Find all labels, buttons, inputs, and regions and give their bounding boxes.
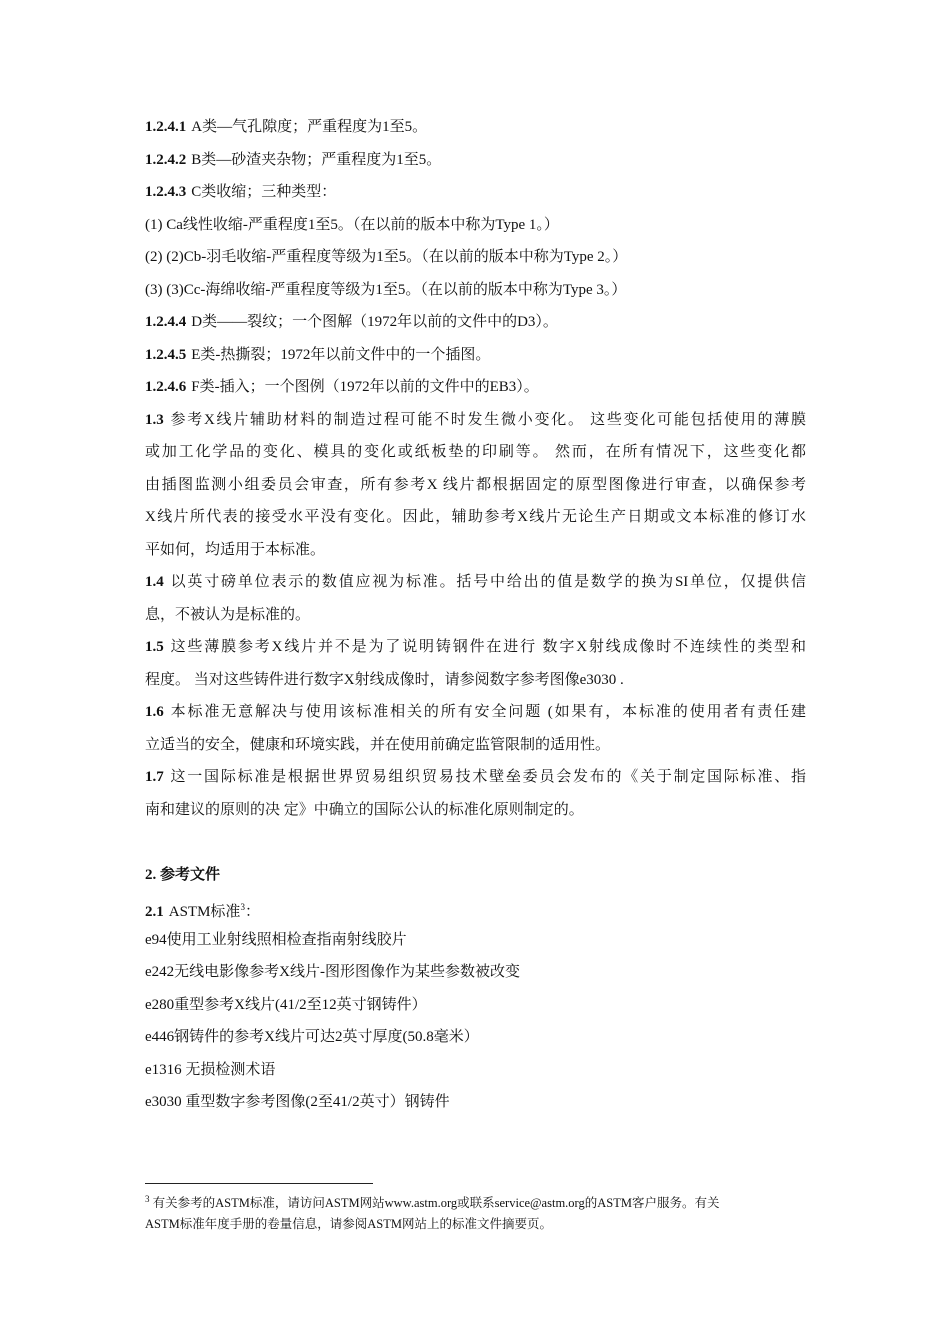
paragraph-line: [145, 209, 806, 242]
footnote-line-2: ASTM标准年度手册的卷量信息，请参阅ASTM网站上的标准文件摘要页。: [145, 1217, 552, 1232]
clause-number: 1.6: [145, 704, 164, 720]
paragraph-line: [145, 306, 806, 339]
paragraph-line: [145, 274, 806, 307]
reference-item: e3030 重型数字参考图像(2至41/2英寸）钢铸件: [145, 1094, 450, 1110]
paragraph-line: [145, 436, 806, 469]
clause-text: A类—气孔隙度；严重程度为1至5。: [191, 119, 428, 135]
reference-item: e242无线电影像参考X线片-图形图像作为某些参数被改变: [145, 964, 520, 980]
paragraph-line: [145, 631, 806, 664]
clause-text: 平如何，均适用于本标准。: [145, 541, 326, 558]
clause-text: X线片所代表的接受水平没有变化。因此，辅助参考X线片无论生产日期或文本标准的修订水: [145, 509, 806, 525]
clause-text: 这些薄膜参考X线片并不是为了说明铸钢件在进行 数字X射线成像时不连续性的类型和: [168, 639, 806, 655]
paragraph-line: [145, 794, 806, 827]
clause-text: (2) (2)Cb-羽毛收缩-严重程度等级为1至5。（在以前的版本中称为Type 2。）: [145, 249, 628, 265]
subsection-colon: ：: [244, 904, 260, 920]
footnote-reference: 3: [240, 902, 245, 912]
paragraph-line: [145, 339, 806, 372]
clause-text: 这一国际标准是根据世界贸易组织贸易技术壁垒委员会发布的《关于制定国际标准、指: [168, 769, 806, 785]
paragraph-line: [145, 404, 806, 437]
reference-item: e280重型参考X线片(41/2至12英寸钢铸件）: [145, 996, 427, 1013]
clause-number: 1.2.4.6: [145, 379, 187, 395]
paragraph-line: [145, 696, 806, 729]
clause-number: 1.2.4.2: [145, 151, 187, 168]
clause-text: 息，不被认为是标准的。: [145, 606, 311, 623]
paragraph-line: [145, 371, 806, 404]
document-body: [145, 111, 806, 1119]
footnote-line-1: $^3$ 有关参考的ASTM标准，请访问ASTM网站www.astm.org或联系service@astm.org的ASTM客户服务。有关: [145, 1194, 720, 1211]
clause-text: D类——裂纹；一个图解（1972年以前的文件中的D3）。: [191, 314, 558, 330]
clause-number: 1.3: [145, 411, 164, 428]
clause-text: (3) (3)Cc-海绵收缩-严重程度等级为1至5。（在以前的版本中称为Type 3。）: [145, 281, 627, 298]
paragraph-line: [145, 664, 806, 697]
clause-number: 1.4: [145, 574, 164, 590]
reference-item: e94使用工业射线照相检查指南射线胶片: [145, 931, 407, 948]
paragraph-line: [145, 144, 806, 177]
paragraph-line: [145, 761, 806, 794]
paragraph-line: [145, 176, 806, 209]
clause-number: 1.2.4.3: [145, 184, 187, 200]
subsection-heading: [145, 891, 806, 924]
clause-number: 1.2.4.1: [145, 119, 187, 135]
clause-number: 1.2.4.4: [145, 314, 187, 330]
clause-text: 参考X线片辅助材料的制造过程可能不时发生微小变化。 这些变化可能包括使用的薄膜: [168, 411, 806, 428]
clause-text: 立适当的安全，健康和环境实践，并在使用前确定监管限制的适用性。: [145, 736, 611, 753]
clause-text: B类—砂渣夹杂物；严重程度为1至5。: [191, 151, 442, 168]
clause-text: 本标准无意解决与使用该标准相关的所有安全问题 (如果有，本标准的使用者有责任建: [168, 704, 806, 720]
clause-text: (1) Ca线性收缩-严重程度1至5。（在以前的版本中称为Type 1。）: [145, 216, 559, 233]
reference-item: e446钢铸件的参考X线片可达2英寸厚度(50.8毫米）: [145, 1029, 479, 1045]
clause-number: 2.1: [145, 904, 164, 920]
clause-text: 程度。 当对这些铸件进行数字X射线成像时，请参阅数字参考图像e3030 .: [145, 671, 624, 688]
paragraph-line: [145, 534, 806, 567]
clause-text: F类-插入；一个图例（1972年以前的文件中的EB3）。: [191, 379, 539, 395]
clause-text: 南和建议的原则的决 定》中确立的国际公认的标准化原则制定的。: [145, 801, 584, 818]
paragraph-line: [145, 729, 806, 762]
footnote-divider: [145, 1183, 373, 1184]
clause-text: 由插图监测小组委员会审查，所有参考X 线片都根据固定的原型图像进行审查，以确保参考: [145, 476, 806, 493]
paragraph-line: [145, 566, 806, 599]
subsection-text: ASTM标准: [168, 904, 241, 920]
paragraph-line: [145, 241, 806, 274]
paragraph-line: [145, 469, 806, 502]
clause-text: 以英寸磅单位表示的数值应视为标准。括号中给出的值是数学的换为SI单位，仅提供信: [168, 574, 806, 590]
clause-number: 1.2.4.5: [145, 346, 187, 363]
paragraph-line: [145, 501, 806, 534]
clause-text: E类-热撕裂；1972年以前文件中的一个插图。: [191, 346, 491, 363]
clause-text: C类收缩；三种类型：: [191, 184, 337, 200]
clause-number: 1.5: [145, 639, 164, 655]
spacer: [145, 826, 806, 859]
reference-item: e1316 无损检测术语: [145, 1061, 276, 1078]
clause-text: 或加工化学品的变化、模具的变化或纸板垫的印刷等。 然而，在所有情况下，这些变化都: [145, 444, 806, 460]
footnote: [145, 1189, 805, 1235]
paragraph-line: [145, 111, 806, 144]
section-heading: 2. 参考文件: [145, 866, 221, 883]
clause-number: 1.7: [145, 769, 164, 785]
paragraph-line: [145, 599, 806, 632]
